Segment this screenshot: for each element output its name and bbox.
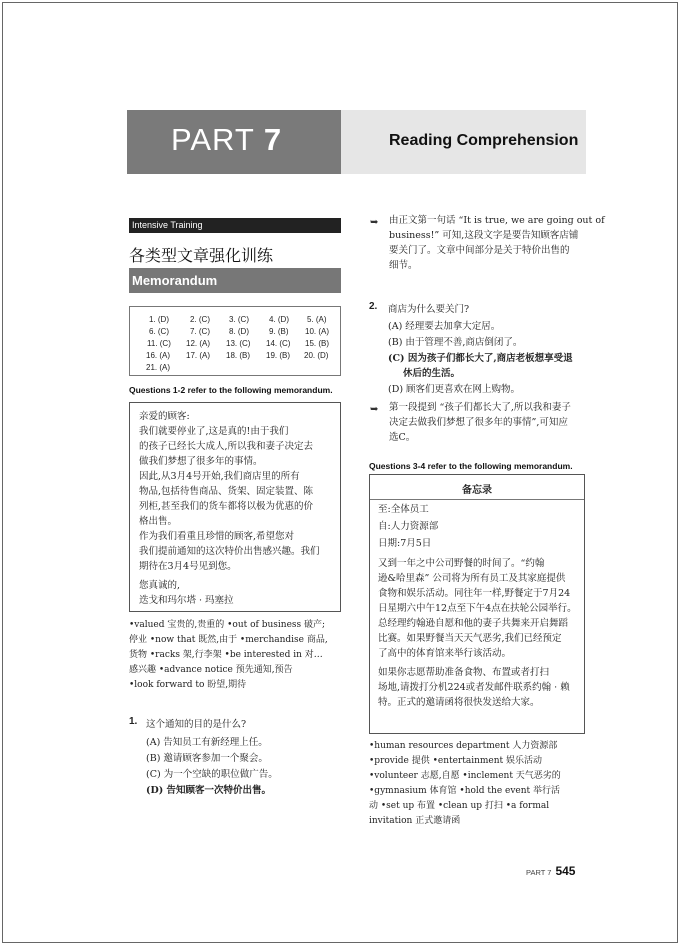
vocab-line: 感兴趣 •advance notice 预先通知,预告: [129, 665, 293, 675]
part-word: PART: [171, 122, 255, 157]
memo-date: 日期:7月5日: [378, 538, 432, 549]
answer-item: 14. (C): [266, 339, 291, 348]
letter-line: 物品,包括待售商品、货架、固定装置、陈: [139, 486, 314, 497]
memo-heading: 备忘录: [462, 485, 492, 496]
explanation-1-line: 要关门了。文章中间部分是关于特价出售的: [389, 245, 570, 256]
page-footer: [526, 862, 575, 880]
footer-part-label: PART 7: [526, 868, 552, 877]
vocab-line: •volunteer 志愿,自愿 •inclement 天气恶劣的: [369, 771, 561, 781]
vocab-line: invitation 正式邀请函: [369, 816, 461, 826]
vocab-line: •human resources department 人力资源部: [369, 741, 558, 751]
vocab-line: 动 •set up 布置 •clean up 打扫 •a formal: [369, 801, 550, 811]
letter-line: 我们就要停业了,这是真的!由于我们: [139, 426, 289, 437]
memorandum-bar: Memorandum: [129, 268, 341, 293]
answer-item: 4. (D): [269, 315, 289, 324]
answer-item: 20. (D): [304, 351, 329, 360]
vocab-line: •gymnasium 体育馆 •hold the event 举行活: [369, 786, 561, 796]
answer-item: 18. (B): [226, 351, 251, 360]
page-number: 545: [555, 864, 576, 878]
letter-line: 的孩子已经长大成人,所以我和妻子决定去: [139, 441, 314, 452]
part-label: [171, 122, 282, 158]
question-1-number: 1.: [129, 716, 138, 727]
memo-body-line: 又到一年之中公司野餐的时间了。“约翰: [378, 558, 545, 569]
explanation-2-line: 决定去做我们梦想了很多年的事情”,可知应: [389, 417, 568, 428]
explanation-arrow-icon: ➥: [370, 217, 379, 228]
explanation-1-line: business!” 可知,这段文字是要告知顾客店铺: [389, 230, 579, 241]
question-2-option-c-cont: 休后的生活。: [403, 368, 461, 379]
answer-item: 3. (C): [229, 315, 249, 324]
memo-body-line: 日星期六中午12点至下午4点在扶轮公园举行。: [378, 603, 577, 614]
part-number: 7: [263, 122, 283, 157]
section-title: Reading Comprehension: [389, 132, 579, 149]
memo-from: 自:人力资源部: [378, 521, 439, 532]
question-1-option-b: (B) 邀请顾客参加一个聚会。: [146, 753, 268, 764]
memo-body-line: 了高中的体育馆来举行该活动。: [378, 648, 512, 659]
memo-to: 至:全体员工: [378, 504, 429, 515]
answer-key-box: [129, 306, 341, 376]
question-2-option-b: (B) 由于管理不善,商店倒闭了。: [388, 337, 523, 348]
question-2-stem: 商店为什么要关门?: [388, 304, 470, 315]
explanation-2-line: 第一段提到 “孩子们都长大了,所以我和妻子: [389, 402, 571, 413]
question-2-number: 2.: [369, 301, 378, 312]
explanation-2-line: 选C。: [389, 432, 416, 443]
letter-line: 作为我们看重且珍惜的顾客,希望您对: [139, 531, 295, 542]
vocab-line: 停业 •now that 既然,由于 •merchandise 商品,: [129, 635, 328, 645]
answer-item: 21. (A): [146, 363, 171, 372]
memo-body-line: 食物和娱乐活动。同往年一样,野餐定于7月24: [378, 588, 571, 599]
question-1-stem: 这个通知的目的是什么?: [146, 719, 247, 730]
answer-item: 2. (C): [190, 315, 210, 324]
memo-body-line: 比赛。如果野餐当天天气恶劣,我们已经预定: [378, 633, 562, 644]
answer-item: 17. (A): [186, 351, 211, 360]
letter-line: 列柜,甚至我们的货车都将以极为优惠的价: [139, 501, 314, 512]
letter-line: 期待在3月4号见到您。: [139, 561, 237, 572]
memo-body-line: 场地,请拨打分机224或者发邮件联系约翰 · 赖: [378, 682, 570, 693]
answer-item: 19. (B): [266, 351, 291, 360]
staff-memo-box: [369, 474, 585, 734]
answer-item: 15. (B): [305, 339, 330, 348]
answer-item: 8. (D): [229, 327, 249, 336]
question-1-option-c: (C) 为一个空缺的职位做广告。: [146, 769, 278, 780]
section-band: [341, 110, 586, 174]
answer-item: 10. (A): [305, 327, 330, 336]
answer-item: 12. (A): [186, 339, 211, 348]
explanation-1-line: 细节。: [389, 260, 418, 271]
question-1-option-d-correct: (D) 告知顾客一次特价出售。: [146, 785, 272, 796]
question-2-option-d: (D) 顾客们更喜欢在网上购物。: [388, 384, 521, 395]
letter-closing: 您真诚的,: [139, 580, 181, 591]
answer-item: 5. (A): [307, 315, 327, 324]
memo-body-line: 如果你志愿帮助准备食物、布置或者打扫: [378, 667, 550, 678]
memo-body-line: 逊&哈里森” 公司将为所有员工及其家庭提供: [378, 573, 566, 584]
vocab-line: •look forward to 盼望,期待: [129, 680, 247, 690]
letter-line: 做我们梦想了很多年的事情。: [139, 456, 263, 467]
intensive-training-tag: Intensive Training: [129, 218, 341, 233]
vocab-line: 货物 •racks 架,行李架 •be interested in 对…: [129, 650, 323, 660]
letter-line: 格出售。: [139, 516, 178, 527]
answer-item: 13. (C): [226, 339, 251, 348]
part-band: [127, 110, 341, 174]
questions-1-2-reference: Questions 1-2 refer to the following memorandum.: [129, 385, 333, 395]
questions-3-4-reference: Questions 3-4 refer to the following memorandum.: [369, 461, 573, 471]
memo-body-line: 特。正式的邀请函将很快发送给大家。: [378, 697, 540, 708]
question-1-option-a: (A) 告知员工有新经理上任。: [146, 737, 268, 748]
vocab-line: •provide 提供 •entertainment 娱乐活动: [369, 756, 543, 766]
answer-item: 6. (C): [149, 327, 169, 336]
chinese-title: 各类型文章强化训练: [129, 246, 274, 265]
letter-line: 亲爱的顾客:: [139, 411, 190, 422]
letter-line: 我们提前通知的这次特价出售感兴趣。我们: [139, 546, 320, 557]
explanation-1-line: 由正文第一句话 “It is true, we are going out of: [389, 215, 605, 226]
answer-item: 11. (C): [147, 339, 171, 348]
memo-body-line: 总经理约翰逊自愿和他的妻子共舞来开启舞蹈: [378, 618, 569, 629]
vocab-line: •valued 宝贵的,贵重的 •out of business 破产;: [129, 620, 326, 630]
customer-letter-box: [129, 402, 341, 612]
letter-signature: 迭戈和玛尔塔 · 玛塞拉: [139, 595, 234, 606]
explanation-arrow-icon: ➥: [370, 404, 379, 415]
memo-divider: [370, 499, 584, 500]
question-2-option-c-correct: (C) 因为孩子们都长大了,商店老板想享受退: [388, 353, 573, 364]
answer-item: 9. (B): [269, 327, 289, 336]
answer-item: 7. (C): [190, 327, 210, 336]
question-2-option-a: (A) 经理要去加拿大定居。: [388, 321, 501, 332]
letter-line: 因此,从3月4号开始,我们商店里的所有: [139, 471, 300, 482]
answer-item: 16. (A): [146, 351, 171, 360]
answer-item: 1. (D): [149, 315, 169, 324]
